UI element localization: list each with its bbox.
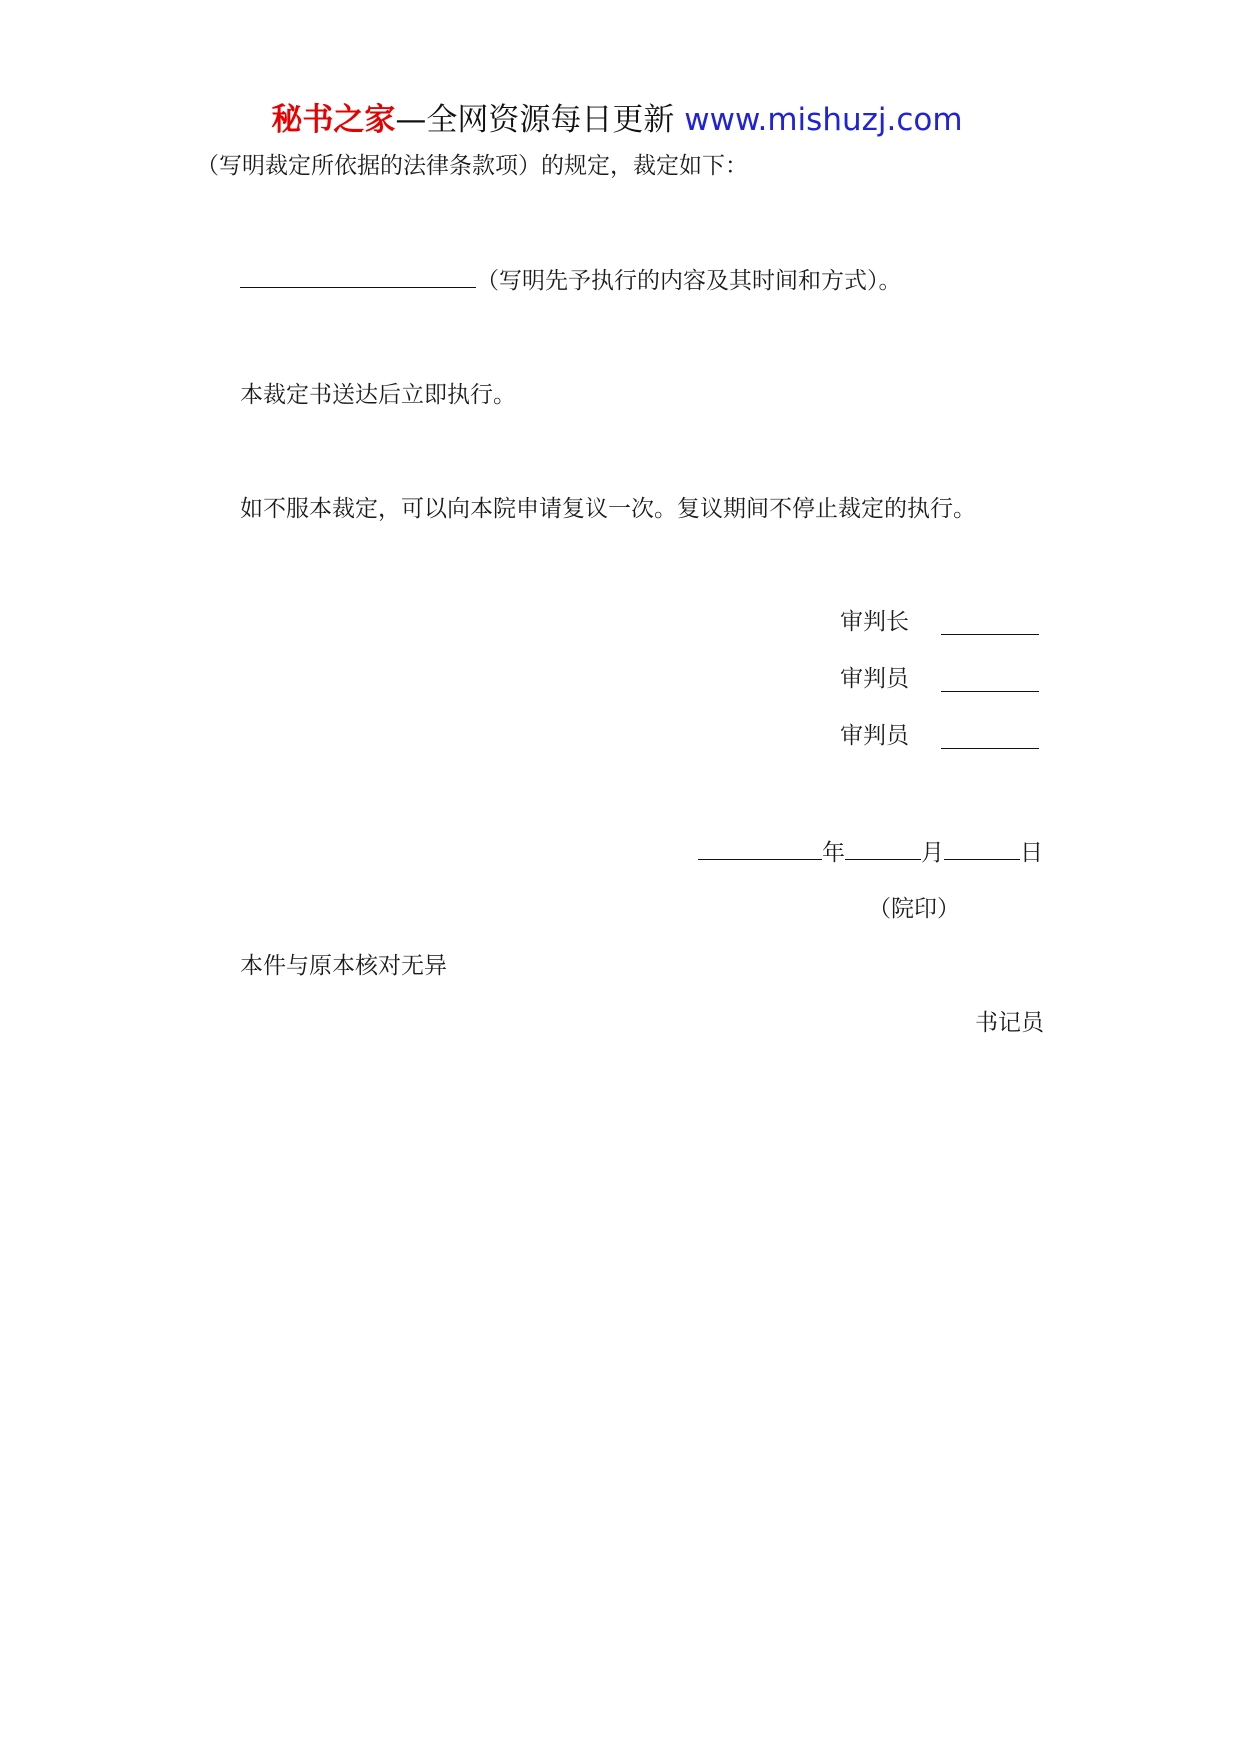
clerk-label: 书记员 [975,1010,1044,1036]
month-label: 月 [921,840,944,866]
judge-1-label: 审判员 [840,666,909,692]
date-line [698,837,1043,868]
judge-2-label: 审判员 [840,723,909,749]
execution-content-line [240,265,902,296]
year-blank [698,837,822,860]
court-seal-text: （院印） [868,896,960,922]
execution-content-blank [240,265,476,288]
judge-2-blank [941,748,1039,749]
effective-text: 本裁定书送达后立即执行。 [240,382,516,408]
legal-basis-text: （写明裁定所依据的法律条款项）的规定，裁定如下： [196,153,748,179]
judge-1-blank [941,691,1039,692]
day-label: 日 [1020,840,1043,866]
presiding-judge-label: 审判长 [840,609,909,635]
presiding-judge-blank [941,634,1039,635]
execution-content-text: （写明先予执行的内容及其时间和方式）。 [476,268,902,294]
month-blank [845,837,921,860]
year-label: 年 [822,840,845,866]
header-slogan: —全网资源每日更新 [395,102,675,138]
verification-text: 本件与原本核对无异 [240,953,447,979]
day-blank [944,837,1020,860]
appeal-text: 如不服本裁定，可以向本院申请复议一次。复议期间不停止裁定的执行。 [240,496,976,522]
site-header [0,100,1234,140]
header-url[interactable]: www.mishuzj.com [684,102,963,138]
header-brand: 秘书之家 [271,102,396,138]
